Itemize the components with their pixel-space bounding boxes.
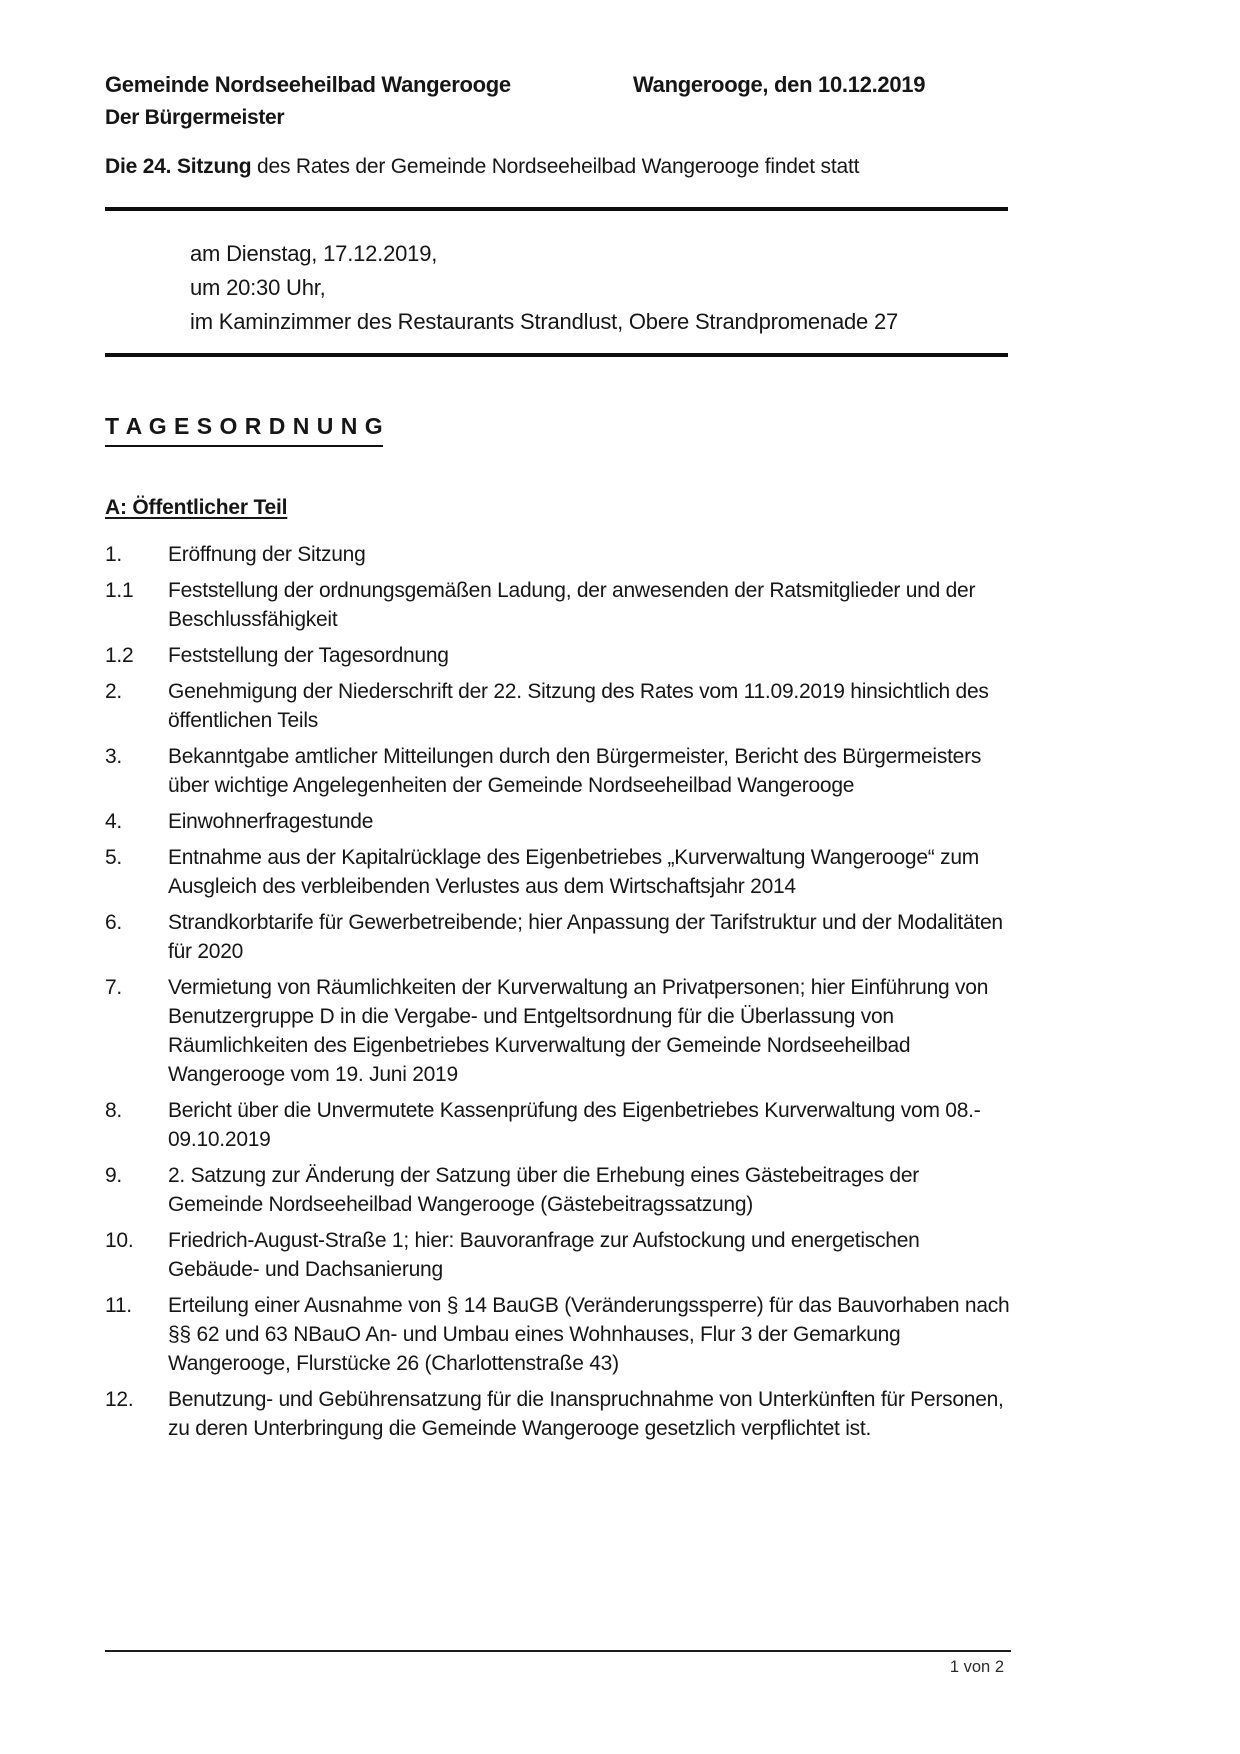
footer-rule: [105, 1650, 1011, 1652]
agenda-item-text: Benutzung- und Gebührensatzung für die Inanspruchnahme von Unterkünften für Personen, zu deren Unterbringung die Gemeinde Wangerooge gesetzlich verpflichtet ist.: [168, 1388, 1004, 1440]
agenda-item-number: 11.: [105, 1294, 132, 1317]
agenda-item-text: Feststellung der Tagesordnung: [168, 644, 449, 667]
agenda-item-11: [105, 1291, 1010, 1378]
agenda-item-number: 12.: [105, 1388, 134, 1411]
meeting-location-line: im Kaminzimmer des Restaurants Strandlust, Obere Strandpromenade 27: [190, 309, 899, 334]
agenda-item-number: 2.: [105, 680, 123, 703]
agenda-item-text: Bekanntgabe amtlicher Mitteilungen durch den Bürgermeister, Bericht des Bürgermeisters über wichtige Angelegenheiten der Gemeinde Nordseeheilbad Wangerooge: [168, 745, 982, 797]
agenda-item-number: 5.: [105, 846, 123, 869]
agenda-item-2: [105, 677, 1010, 735]
agenda-item-number: 1.2: [105, 644, 134, 667]
agenda-item-1: [105, 540, 1010, 569]
agenda-item-7: [105, 973, 1010, 1089]
agenda-item-number: 8.: [105, 1099, 123, 1122]
agenda-item-5: [105, 843, 1010, 901]
agenda-item-text: Erteilung einer Ausnahme von § 14 BauGB (Veränderungssperre) für das Bauvorhaben nach §§ 62 und 63 NBauO An- und Umbau eines Wohnhauses, Flur 3 der Gemarkung Wangerooge, Flurstücke 26 (Charlottenstraße 43): [168, 1294, 1010, 1375]
agenda-item-text: Strandkorbtarife für Gewerbetreibende; hier Anpassung der Tarifstruktur und der Modalitäten für 2020: [168, 911, 1003, 963]
horizontal-rule-top: [105, 207, 1008, 211]
agenda-item-number: 4.: [105, 810, 123, 833]
agenda-item-text: Vermietung von Räumlichkeiten der Kurverwaltung an Privatpersonen; hier Einführung von Benutzergruppe D in die Vergabe- und Entgeltsordnung für die Überlassung von Räumlichkeiten des Eigenbetriebes Kurverwaltung der Gemeinde Nordseeheilbad Wangerooge vom 19. Juni 2019: [168, 976, 989, 1086]
agenda-item-3: [105, 742, 1010, 800]
agenda-item-text: Einwohnerfragestunde: [168, 810, 374, 833]
place-and-date: Wangerooge, den 10.12.2019: [633, 72, 926, 97]
agenda-item-number: 1.1: [105, 579, 134, 602]
agenda-item-text: Friedrich-August-Straße 1; hier: Bauvoranfrage zur Aufstockung und energetischen Gebäude- und Dachsanierung: [168, 1229, 920, 1281]
agenda-item-10: [105, 1226, 1010, 1284]
agenda-item-6: [105, 908, 1010, 966]
agenda-item-text: Feststellung der ordnungsgemäßen Ladung, der anwesenden der Ratsmitglieder und der Beschlussfähigkeit: [168, 579, 976, 631]
agenda-item-text: Entnahme aus der Kapitalrücklage des Eigenbetriebes „Kurverwaltung Wangerooge“ zum Ausgleich des verbleibenden Verlustes aus dem Wirtschaftsjahr 2014: [168, 846, 980, 898]
agenda-item-number: 7.: [105, 976, 123, 999]
agenda-item-number: 1.: [105, 543, 123, 566]
agenda-item-number: 10.: [105, 1229, 134, 1252]
document-header: [105, 72, 1008, 130]
agenda-title: T A G E S O R D N U N G: [105, 413, 383, 447]
agenda-item-number: 3.: [105, 745, 123, 768]
intro-session-number: Die 24. Sitzung: [105, 155, 252, 178]
agenda-item-text: 2. Satzung zur Änderung der Satzung über die Erhebung eines Gästebeitrages der Gemeinde Nordseeheilbad Wangerooge (Gästebeitragssatzung): [168, 1164, 920, 1216]
agenda-item-1-1: [105, 576, 1010, 634]
meeting-details: [190, 237, 898, 339]
agenda-item-12: [105, 1385, 1010, 1443]
agenda-item-8: [105, 1096, 1010, 1154]
agenda-item-number: 6.: [105, 911, 123, 934]
agenda-list: [105, 540, 1010, 1450]
meeting-time-line: um 20:30 Uhr,: [190, 275, 326, 300]
agenda-item-text: Genehmigung der Niederschrift der 22. Sitzung des Rates vom 11.09.2019 hinsichtlich des öffentlichen Teils: [168, 680, 989, 732]
agenda-item-9: [105, 1161, 1010, 1219]
organization-name: Gemeinde Nordseeheilbad Wangerooge: [105, 72, 511, 97]
sender-role: Der Bürgermeister: [105, 106, 285, 129]
agenda-item-text: Bericht über die Unvermutete Kassenprüfung des Eigenbetriebes Kurverwaltung vom 08.- 09.10.2019: [168, 1099, 981, 1151]
page-number-indicator: 1 von 2: [949, 1658, 1004, 1676]
section-heading-public-part: A: Öffentlicher Teil: [105, 496, 288, 519]
intro-rest: des Rates der Gemeinde Nordseeheilbad Wangerooge findet statt: [251, 155, 860, 178]
agenda-item-1-2: [105, 641, 1010, 670]
agenda-item-4: [105, 807, 1010, 836]
meeting-date-line: am Dienstag, 17.12.2019,: [190, 241, 438, 266]
horizontal-rule-bottom: [105, 353, 1008, 357]
intro-sentence: [105, 155, 1008, 179]
agenda-item-text: Eröffnung der Sitzung: [168, 543, 366, 566]
agenda-item-number: 9.: [105, 1164, 123, 1187]
